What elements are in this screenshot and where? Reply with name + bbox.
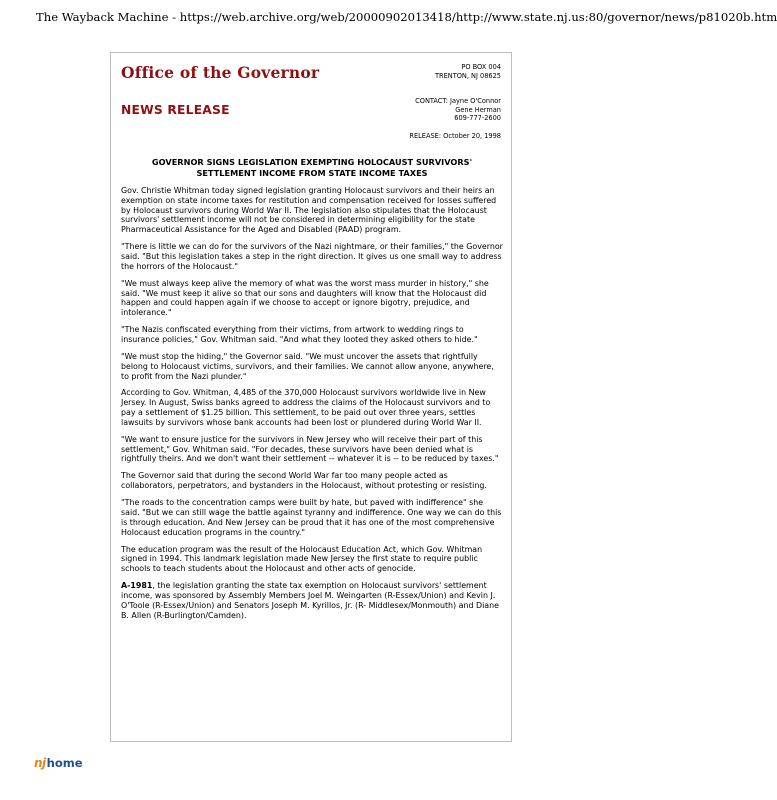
- contact-line-1: CONTACT: Jayne O'Connor: [415, 97, 501, 105]
- headline: [135, 157, 489, 178]
- release-header: [121, 63, 501, 167]
- paragraph-2: "There is little we can do for the survivors of the Nazi nightmare, or their families," the Governor said. "But this legislation takes a step in the right direction. It gives us one small way to address the horrors of the Holocaust.": [121, 242, 503, 271]
- address-line-1: PO BOX 004: [461, 63, 501, 71]
- contact-block: [415, 97, 501, 123]
- paragraph-5: "We must stop the hiding," the Governor said. "We must uncover the assets that rightfully belong to Holocaust victims, survivors, and their families. We cannot allow anyone, anywhere, to profit from the Nazi plunder.": [121, 351, 494, 381]
- paragraph-6: According to Gov. Whitman, 4,485 of the 370,000 Holocaust survivors worldwide live in New Jersey. In August, Swiss banks agreed to address the claims of the Holocaust survivors and to pay a settlement of $1.25 billion. This settlement, to be paid out over three years, settles lawsuits by survivors whose bank accounts had been lost or plundered during World War II.: [121, 388, 491, 427]
- home-link-label: home: [46, 756, 83, 770]
- paragraph-10: The education program was the result of the Holocaust Education Act, which Gov. Whitman signed in 1994. This landmark legislation made New Jersey the first state to require public schools to teach students about the Holocaust and other acts of genocide.: [121, 544, 483, 574]
- nj-home-link[interactable]: [34, 752, 83, 774]
- bill-number: A-1981: [121, 581, 153, 591]
- office-title: Office of the Governor: [121, 63, 320, 82]
- article-body: [121, 186, 503, 628]
- paragraph-7: "We want to ensure justice for the survivors in New Jersey who will receive their part of this settlement," Gov. Whitman said. "For decades, these survivors have been denied what is rightfully theirs. And we don't want their settlement -- whatever it is -- to be reduced by taxes.": [121, 434, 499, 464]
- mailing-address: [435, 63, 501, 80]
- news-release-document: [110, 52, 512, 742]
- headline-line-2: SETTLEMENT INCOME FROM STATE INCOME TAXES: [196, 167, 428, 178]
- paragraph-8: The Governor said that during the second World War far too many people acted as collaborators, perpetrators, and bystanders in the Holocaust, without protesting or resisting.: [121, 471, 487, 491]
- paragraph-9: "The roads to the concentration camps were built by hate, but paved with indifference" she said. "But we can still wage the battle against tyranny and indifference. One way we can do this is through education. And New Jersey can be proud that it has one of the most comprehensive Holocaust education programs in the country.": [121, 498, 502, 537]
- bill-sponsor-text: , the legislation granting the state tax exemption on Holocaust survivors' settlement income, was sponsored by Assembly Members Joel M. Weingarten (R-Essex/Union) and Kevin J. O'Toole (R-Essex/Union) and Senators Joseph M. Kyrillos, Jr. (R- Middlesex/Monmouth) and Diane B. Allen (R-Burlington/Camden).: [121, 581, 499, 620]
- window-title: The Wayback Machine - https://web.archive.org/web/20000902013418/http://www.state.nj.us:80/governor/news/p81020b.htm: [36, 10, 777, 24]
- nj-logo-icon: nj: [34, 756, 46, 770]
- paragraph-1: Gov. Christie Whitman today signed legislation granting Holocaust survivors and their heirs an exemption on state income taxes for restitution and compensation received for losses suffered by Holocaust survivors during World War II. The legislation also stipulates that the Holocaust survivors' settlement income will not be considered in determining eligibility for the state Pharmaceutical Assistance for the Aged and Disabled (PAAD) program.: [121, 186, 497, 235]
- headline-line-1: GOVERNOR SIGNS LEGISLATION EXEMPTING HOLOCAUST SURVIVORS': [151, 157, 473, 167]
- paragraph-3: "We must always keep alive the memory of what was the worst mass murder in history," she said. "We must keep it alive so that our sons and daughters will know that the Holocaust did happen and could happen again if we choose to accept or ignore bigotry, prejudice, and intolerance.": [121, 278, 489, 318]
- paragraph-4: "The Nazis confiscated everything from their victims, from artwork to wedding rings to insurance policies," Gov. Whitman said. "And what they looted they asked others to hide.": [121, 325, 478, 344]
- contact-line-2: Gene Herman: [455, 105, 501, 114]
- news-release-label: NEWS RELEASE: [121, 103, 230, 117]
- release-date: RELEASE: October 20, 1998: [409, 132, 501, 140]
- contact-line-3: 609-777-2600: [454, 114, 501, 123]
- address-line-2: TRENTON, NJ 08625: [435, 71, 501, 80]
- paragraph-11: [121, 581, 503, 620]
